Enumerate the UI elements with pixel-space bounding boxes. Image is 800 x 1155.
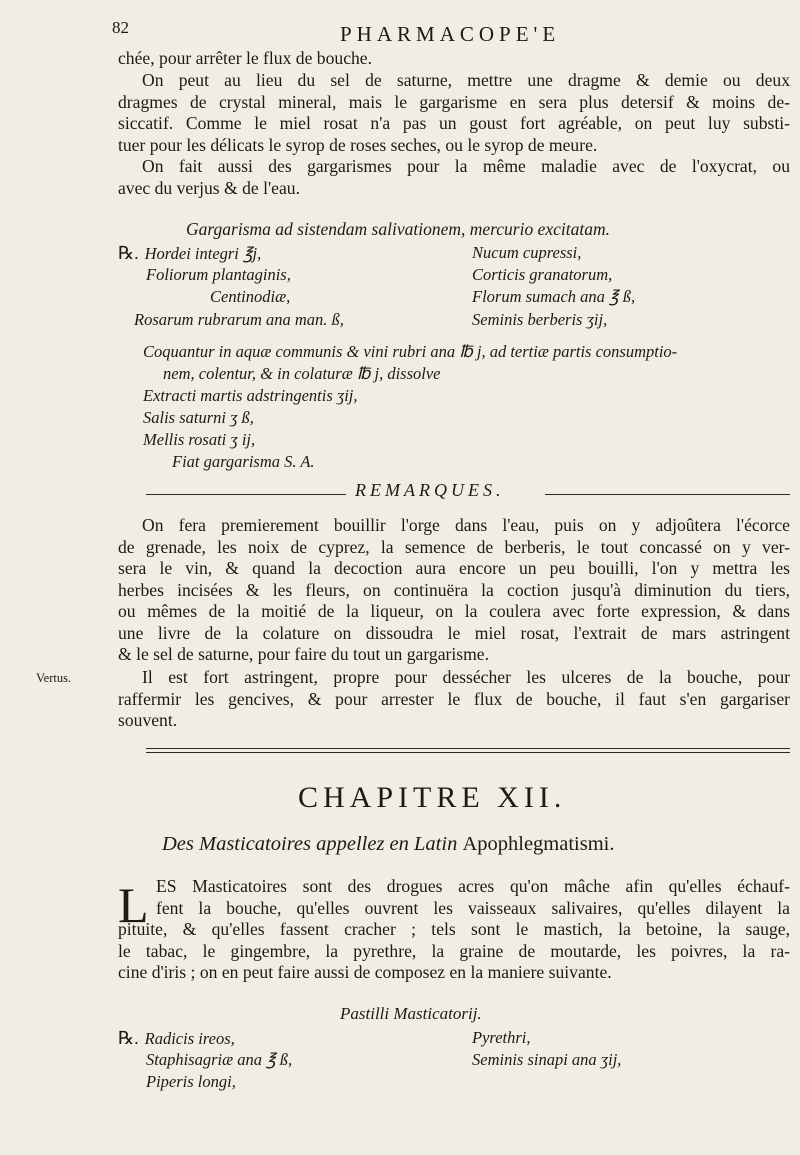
text-line: de grenade, les noix de cyprez, la semence de berberis, le tout concassé on y ver- (118, 536, 790, 557)
text-line: ES Masticatoires sont des drogues acres qu'on mâche afin qu'elles échauf- (156, 876, 790, 896)
ingredient-line: nem, colentur, & in colaturæ ℔ j, dissolve (163, 364, 441, 383)
ingredient-line: Coquantur in aquæ communis & vini rubri ana ℔ j, ad tertiæ partis consumptio- (143, 342, 678, 361)
text-line: cine d'iris ; on en peut faire aussi de composez en la maniere suivante. (118, 962, 612, 982)
paragraph-sel-de-saturne (118, 70, 790, 156)
ingredient-line (118, 243, 261, 264)
ingredient-text: Hordei integri ℥j, (144, 244, 262, 263)
chapter-rule-top (146, 748, 790, 749)
ingredient-line: Centinodiæ, (210, 287, 291, 306)
text-line: herbes incisées & les fleurs, on continuëra la coction jusqu'à diminution du tiers, (118, 579, 790, 600)
text-line: Il est fort astringent, propre pour dessécher les ulceres de la bouche, pour (142, 667, 790, 687)
text-line: le tabac, le gingembre, la pyrethre, la graine de moutarde, les poivres, la ra- (118, 940, 790, 961)
chapter-subtitle (162, 833, 614, 856)
chapter-paragraph-first (156, 876, 790, 919)
text-line: ou mêmes de la moitié de la liqueur, on la coulera avec forte expression, & dans (118, 601, 790, 621)
text-line: chée, pour arrêter le flux de bouche. (118, 48, 373, 68)
ingredient-line: Nucum cupressi, (472, 243, 582, 262)
margin-note: Vertus. (36, 671, 72, 685)
text-line: On peut au lieu du sel de saturne, mettre une dragme & demie ou deux (142, 70, 790, 90)
paragraph-oxycrat (118, 156, 790, 199)
recipe-title: Gargarisma ad sistendam salivationem, mercurio excitatam. (186, 219, 611, 239)
ingredient-line (118, 1028, 235, 1049)
text-line: dragmes de crystal mineral, mais le gargarisme en sera plus detersif & moins de- (118, 91, 790, 112)
text-line: & le sel de saturne, pour faire du tout un gargarisme. (118, 644, 489, 664)
ingredient-line: Rosarum rubrarum ana man. ß, (134, 310, 344, 329)
chapter-title: CHAPITRE XII. (298, 781, 567, 814)
vertus-paragraph (118, 667, 790, 732)
subtitle-roman: Apophlegmatismi. (462, 833, 615, 855)
continuation-paragraph (118, 48, 790, 70)
ingredient-line: Foliorum plantaginis, (146, 265, 291, 284)
ingredient-line: Pyrethri, (472, 1028, 531, 1047)
recipe-title: Pastilli Masticatorij. (340, 1004, 482, 1023)
ingredient-line: Staphisagriæ ana ℥ ß, (146, 1050, 293, 1069)
remarks-paragraph (118, 515, 790, 666)
text-line: tuer pour les délicats le syrop de roses seches, ou le syrop de meure. (118, 134, 598, 155)
recipe-symbol: ℞. (118, 243, 139, 263)
ingredient-line: Fiat gargarisma S. A. (172, 452, 315, 471)
text-line: On fait aussi des gargarismes pour la même maladie avec de l'oxycrat, ou (142, 156, 790, 176)
text-line: fent la bouche, qu'elles ouvrent les vaisseaux salivaires, qu'elles dilayent la (156, 897, 790, 918)
divider-rule-right (545, 494, 790, 495)
running-title: PHARMACOPE'E (340, 22, 561, 46)
text-line: avec du verjus & de l'eau. (118, 177, 300, 198)
text-line: raffermir les gencives, & pour arrester le flux de bouche, il faut s'en gargariser (118, 688, 790, 709)
text-line: sera le vin, & quand la decoction aura encore un peu bouilli, l'on y mettra les (118, 558, 790, 578)
ingredient-line: Seminis sinapi ana ʒij, (472, 1050, 622, 1069)
ingredient-line: Corticis granatorum, (472, 265, 613, 284)
ingredient-line: Piperis longi, (146, 1072, 236, 1091)
recipe-symbol: ℞. (118, 1028, 139, 1048)
text-line: siccatif. Comme le miel rosat n'a pas un goust fort agréable, on peut luy substi- (118, 113, 790, 133)
chapter-paragraph (118, 919, 790, 984)
text-line: pituite, & qu'elles fassent cracher ; tels sont le mastich, la betoine, la sauge, (118, 919, 790, 939)
remarks-heading: REMARQUES. (355, 480, 505, 500)
text-line: souvent. (118, 710, 178, 730)
subtitle-italic: Des Masticatoires appellez en Latin (162, 833, 458, 855)
ingredient-line: Extracti martis adstringentis ʒij, (143, 386, 358, 405)
ingredient-line: Salis saturni ʒ ß, (143, 408, 254, 427)
ingredient-text: Radicis ireos, (144, 1029, 235, 1048)
text-line: une livre de la colature on dissoudra le miel rosat, l'extrait de mars astringent (118, 622, 790, 643)
drop-cap: L (118, 877, 149, 933)
ingredient-line: Mellis rosati ʒ ij, (143, 430, 256, 449)
divider-rule-left (146, 494, 346, 495)
ingredient-line: Florum sumach ana ℥ ß, (472, 287, 636, 306)
text-line: On fera premierement bouillir l'orge dans l'eau, puis on y adjoûtera l'écorce (142, 515, 790, 535)
chapter-rule-bottom (146, 752, 790, 753)
page-number: 82 (112, 18, 129, 37)
ingredient-line: Seminis berberis ʒij, (472, 310, 608, 329)
